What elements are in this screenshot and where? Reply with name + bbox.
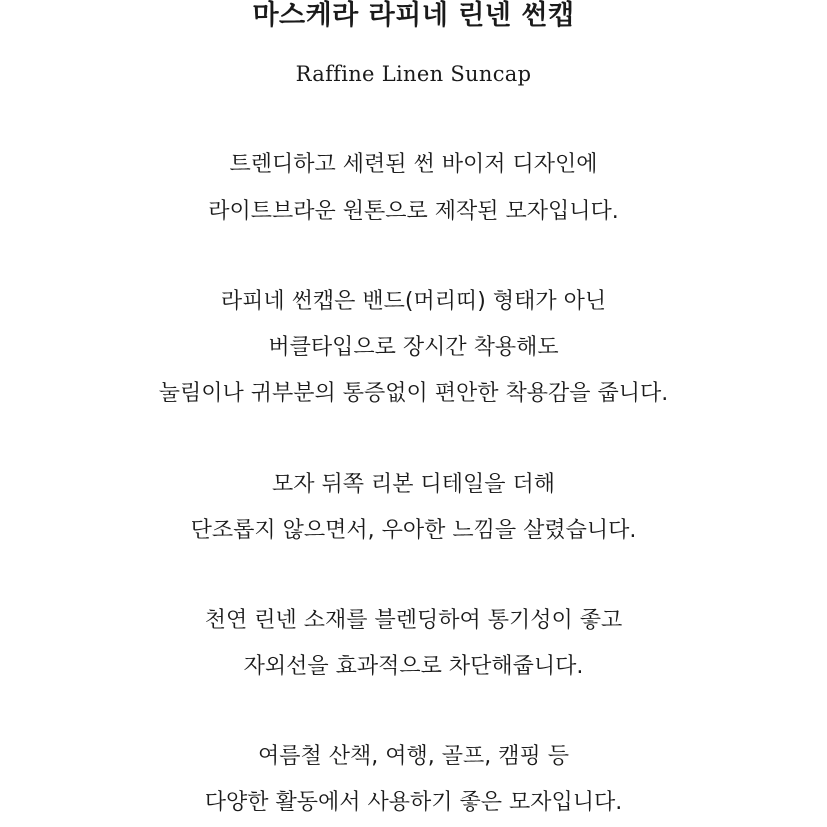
product-subtitle: Raffine Linen Suncap	[295, 62, 532, 86]
paragraph-5-line-1: 여름철 산책, 여행, 골프, 캠핑 등	[258, 744, 569, 769]
paragraph-4-line-2: 자외선을 효과적으로 차단해줍니다.	[243, 654, 584, 679]
paragraph-2-line-1: 라피네 썬캡은 밴드(머리띠) 형태가 아닌	[220, 289, 607, 314]
paragraph-2-line-2: 버클타입으로 장시간 착용해도	[268, 335, 559, 360]
paragraph-2-line-3: 눌림이나 귀부분의 통증없이 편안한 착용감을 줍니다.	[158, 381, 669, 406]
product-title: 마스케라 라피네 린넨 썬캡	[252, 0, 575, 31]
paragraph-3-line-2: 단조롭지 않으면서, 우아한 느낌을 살렸습니다.	[190, 518, 637, 543]
paragraph-1-line-2: 라이트브라운 원톤으로 제작된 모자입니다.	[208, 199, 619, 224]
paragraph-1-line-1: 트렌디하고 세련된 썬 바이저 디자인에	[229, 152, 598, 177]
paragraph-5-line-2: 다양한 활동에서 사용하기 좋은 모자입니다.	[204, 790, 623, 815]
paragraph-3-line-1: 모자 뒤쪽 리본 디테일을 더해	[272, 472, 555, 497]
paragraph-4-line-1: 천연 린넨 소재를 블렌딩하여 통기성이 좋고	[204, 608, 623, 633]
